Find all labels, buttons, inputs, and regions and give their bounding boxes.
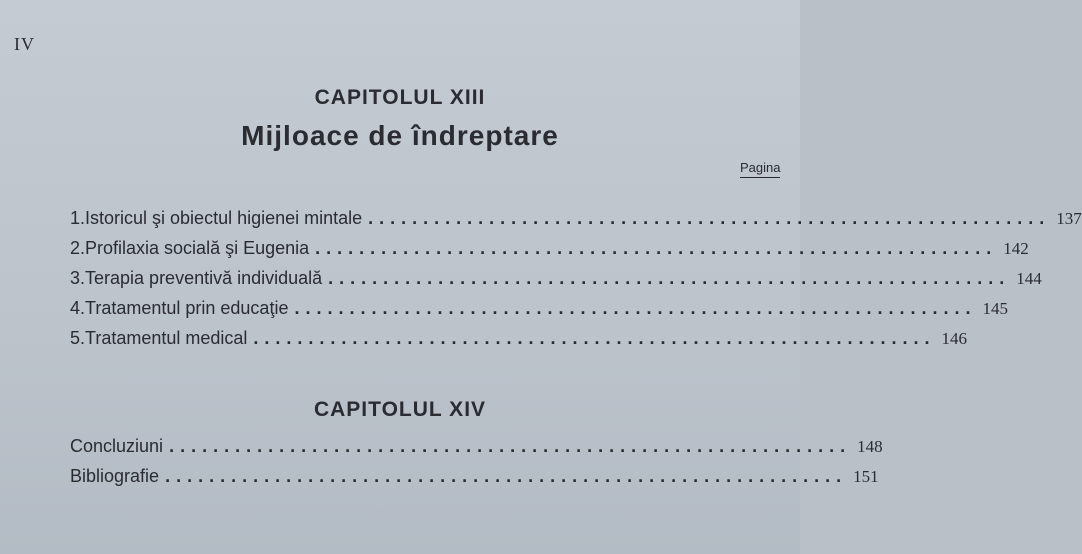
toc-entry-title: Bibliografie [70,466,160,486]
toc-entry-page: 151 [853,467,879,486]
page-column-header: Pagina [740,160,780,178]
dot-leader: .............................................................. [294,298,977,318]
dot-leader: .............................................................. [368,208,1051,228]
dot-leader: .............................................................. [328,268,1011,288]
toc-entry-title: Tratamentul prin educaţie [85,298,289,318]
toc-entry [70,208,1082,234]
chapter-13-title: Mijloace de îndreptare [241,120,559,151]
toc-entry-page: 137 [1056,209,1082,228]
toc-entry-title: Terapia preventivă individuală [85,268,323,288]
toc-entry [70,328,967,354]
dot-leader: .............................................................. [165,466,848,486]
toc-entry [70,436,883,462]
toc-entry-number: 4. [70,298,86,318]
dot-leader: .............................................................. [253,328,936,348]
toc-entry-title: Profilaxia socială şi Eugenia [85,238,310,258]
toc-entry-number: 3. [70,268,86,288]
page-marker: IV [14,34,35,54]
toc-entry-number: 1. [70,208,86,228]
chapter-14-label: CAPITOLUL XIV [313,398,487,421]
toc-entry-page: 146 [941,329,967,348]
toc-entry-page: 148 [857,437,883,456]
toc-entry-number: 2. [70,238,86,258]
toc-entry-title: Concluziuni [70,436,164,456]
dot-leader: .............................................................. [315,238,998,258]
toc-entry-page: 145 [982,299,1009,318]
toc-entry-title: Tratamentul medical [85,328,248,348]
toc-entry [70,268,1042,294]
toc-entry [70,466,879,492]
dot-leader: .............................................................. [169,436,852,456]
toc-entry-page: 144 [1016,269,1042,288]
toc-entry-title: Istoricul şi obiectul higienei mintale [85,208,363,228]
toc-entry-number: 5. [70,328,86,348]
chapter-13-label: CAPITOLUL XIII [314,86,486,109]
toc-entry [70,298,1009,324]
toc-entry [70,238,1029,264]
toc-entry-page: 142 [1003,239,1029,258]
